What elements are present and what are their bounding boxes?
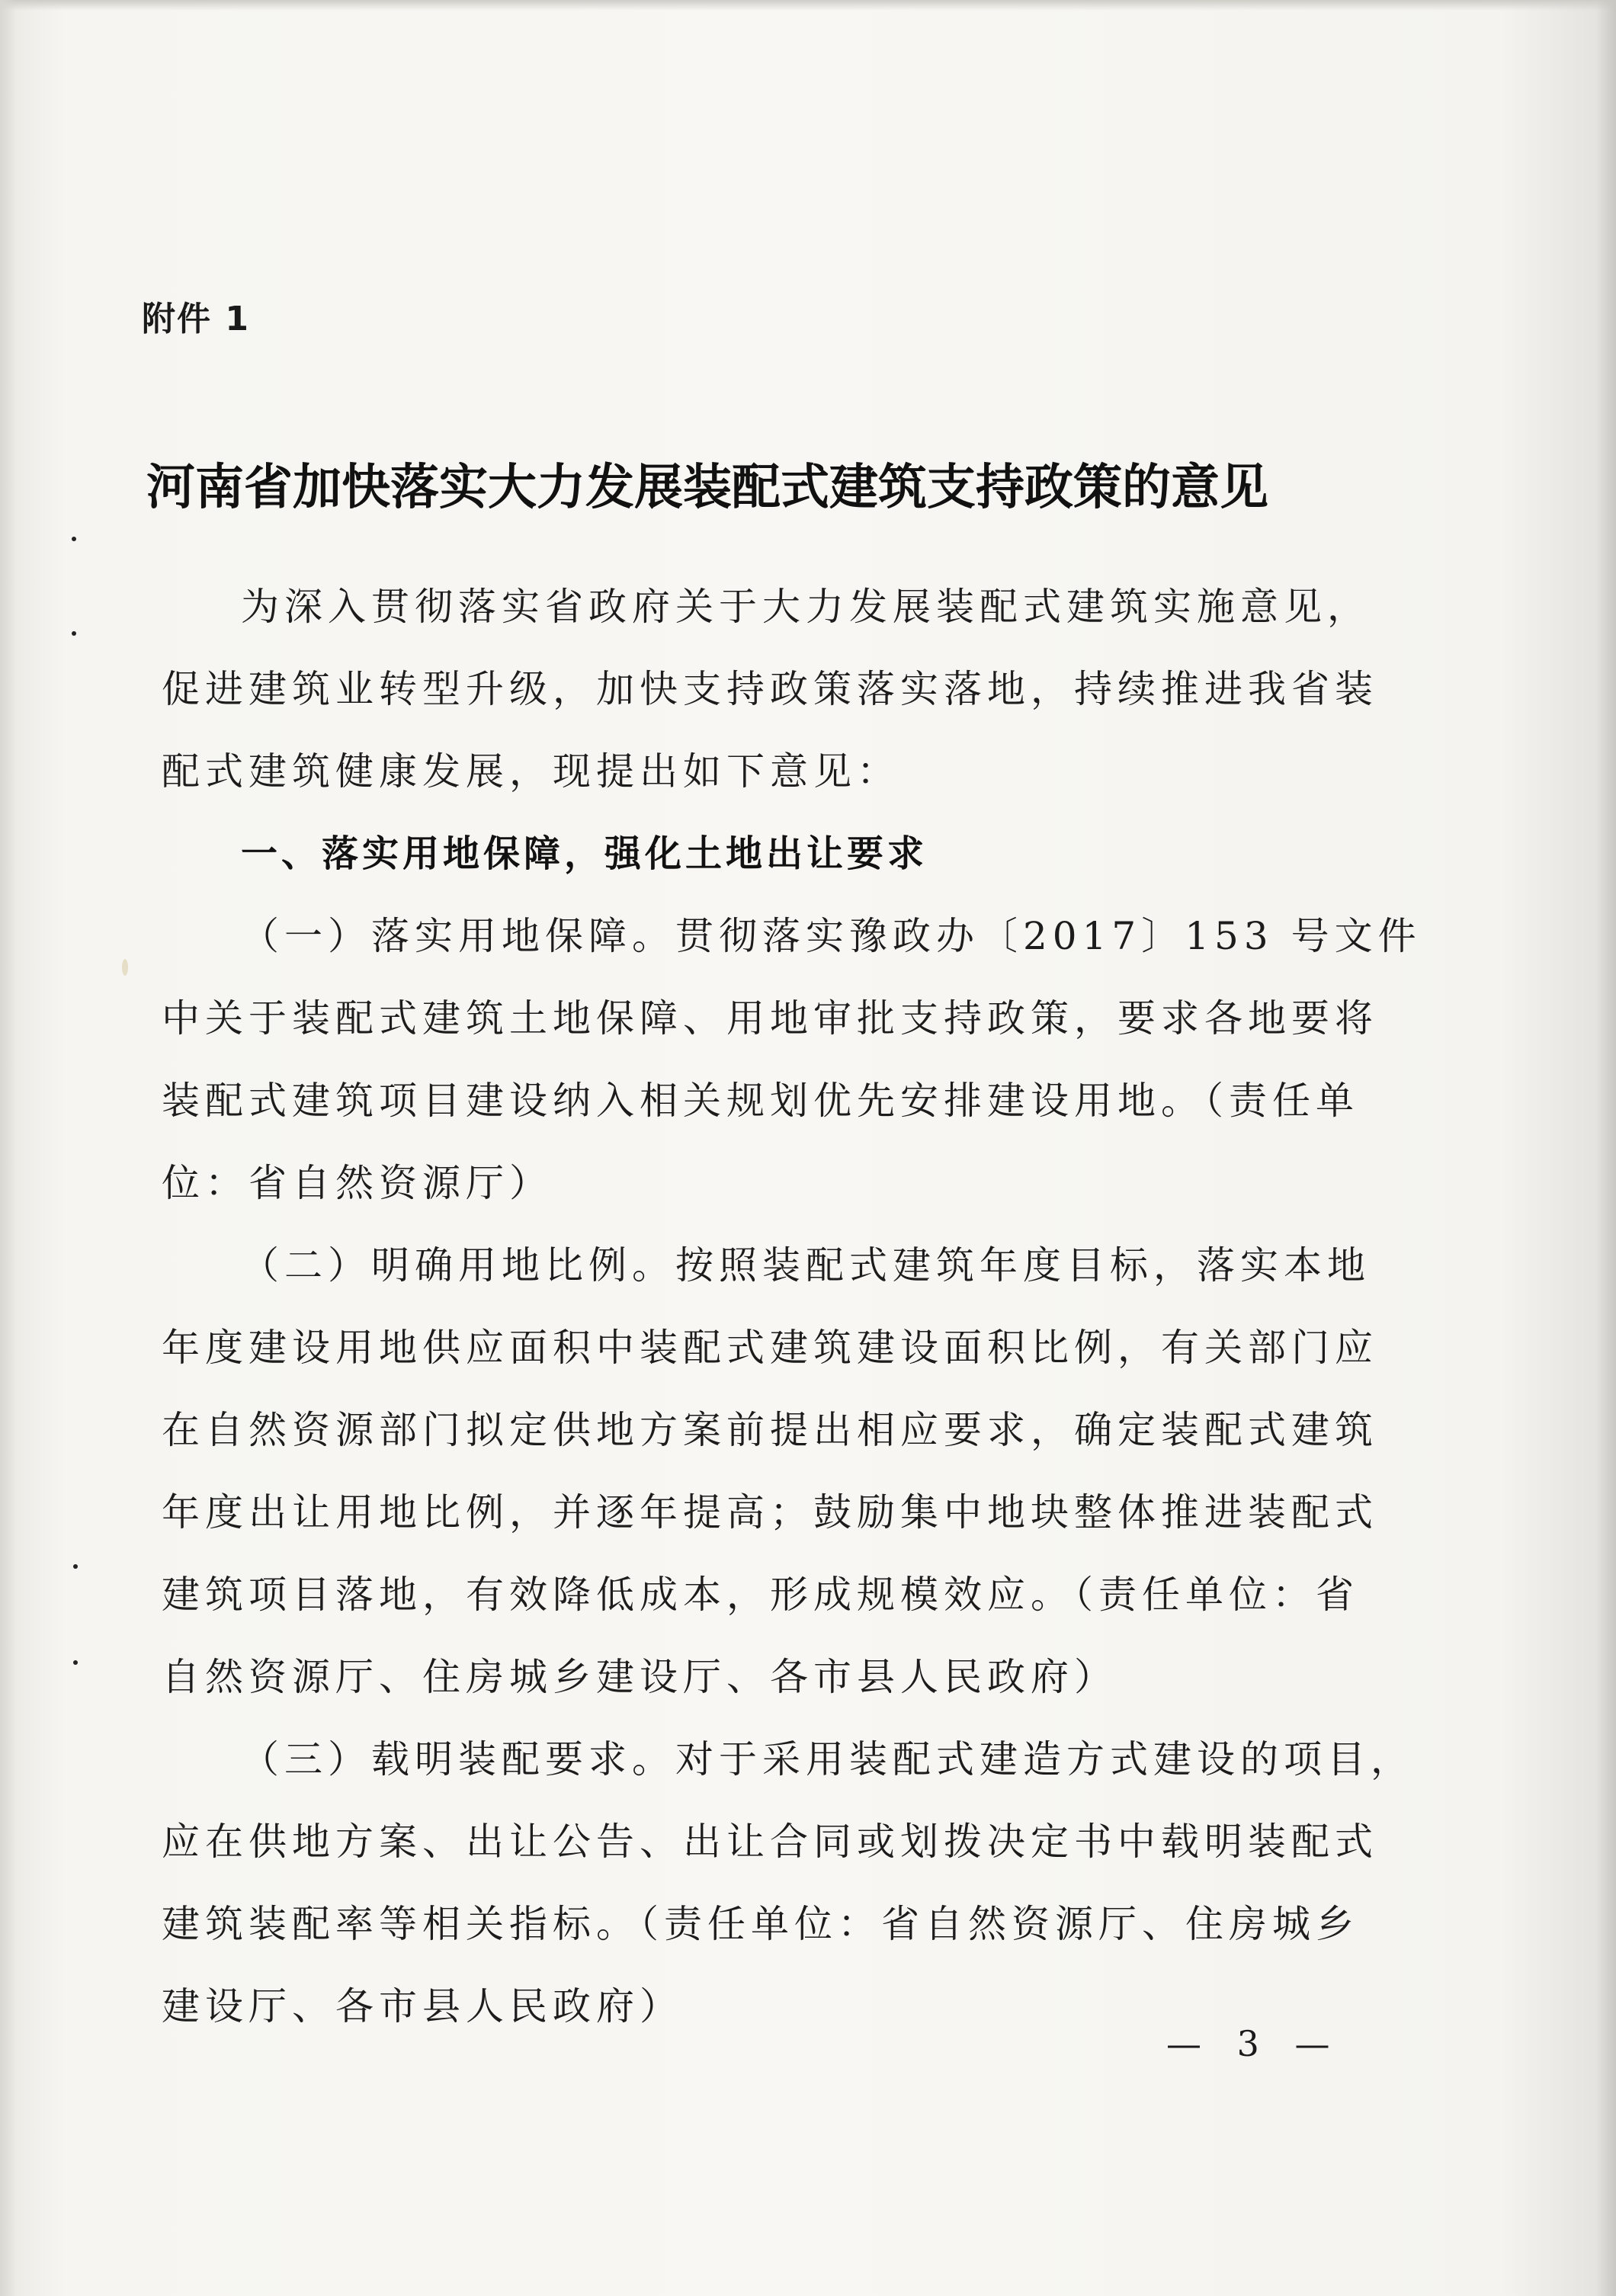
body-line: （二）明确用地比例。按照装配式建筑年度目标，落实本地 [241, 1243, 1371, 1287]
paper-left-shadow [0, 0, 17, 2296]
paper-smudge [122, 959, 128, 976]
body-line: 在自然资源部门拟定供地方案前提出相应要求，确定装配式建筑 [162, 1408, 1378, 1452]
body-line: 建筑装配率等相关指标。（责任单位：省自然资源厅、住房城乡 [162, 1902, 1359, 1946]
body-line: 配式建筑健康发展，现提出如下意见： [162, 749, 900, 794]
body-line: 装配式建筑项目建设纳入相关规划优先安排建设用地。（责任单 [162, 1079, 1359, 1123]
body-line: 应在供地方案、出让公告、出让合同或划拨决定书中载明装配式 [162, 1820, 1378, 1864]
body-line: （三）载明装配要求。对于采用装配式建造方式建设的项目， [241, 1737, 1414, 1781]
body-line: 年度出让用地比例，并逐年提高；鼓励集中地块整体推进装配式 [162, 1490, 1378, 1534]
paper-right-shadow [1596, 0, 1616, 2296]
body-line: 为深入贯彻落实省政府关于大力发展装配式建筑实施意见， [241, 585, 1371, 629]
document-title: 河南省加快落实大力发展装配式建筑支持政策的意见 [146, 459, 1268, 516]
body-line: 中关于装配式建筑土地保障、用地审批支持政策，要求各地要将 [162, 996, 1378, 1041]
body-line: 建筑项目落地，有效降低成本，形成规模效应。（责任单位：省 [162, 1573, 1359, 1617]
page-number: — 3 — [1166, 2023, 1342, 2064]
scan-speck [73, 1660, 78, 1665]
body-line: 位：省自然资源厅） [162, 1161, 553, 1205]
attachment-label: 附件 1 [142, 300, 250, 338]
body-line: 年度建设用地供应面积中装配式建筑建设面积比例，有关部门应 [162, 1326, 1378, 1370]
body-line: 自然资源厅、住房城乡建设厅、各市县人民政府） [162, 1655, 1117, 1699]
body-line: 促进建筑业转型升级，加快支持政策落实落地，持续推进我省装 [162, 667, 1378, 711]
paper-top-edge [0, 0, 1616, 11]
scan-speck [73, 1564, 78, 1569]
body-line: （一）落实用地保障。贯彻落实豫政办〔2017〕153 号文件 [241, 914, 1422, 958]
scan-speck [72, 631, 76, 636]
section-heading: 一、落实用地保障，强化土地出让要求 [241, 832, 928, 875]
scan-speck [72, 537, 76, 541]
document-body [162, 566, 1422, 2047]
body-line: 建设厅、各市县人民政府） [162, 1984, 683, 2028]
